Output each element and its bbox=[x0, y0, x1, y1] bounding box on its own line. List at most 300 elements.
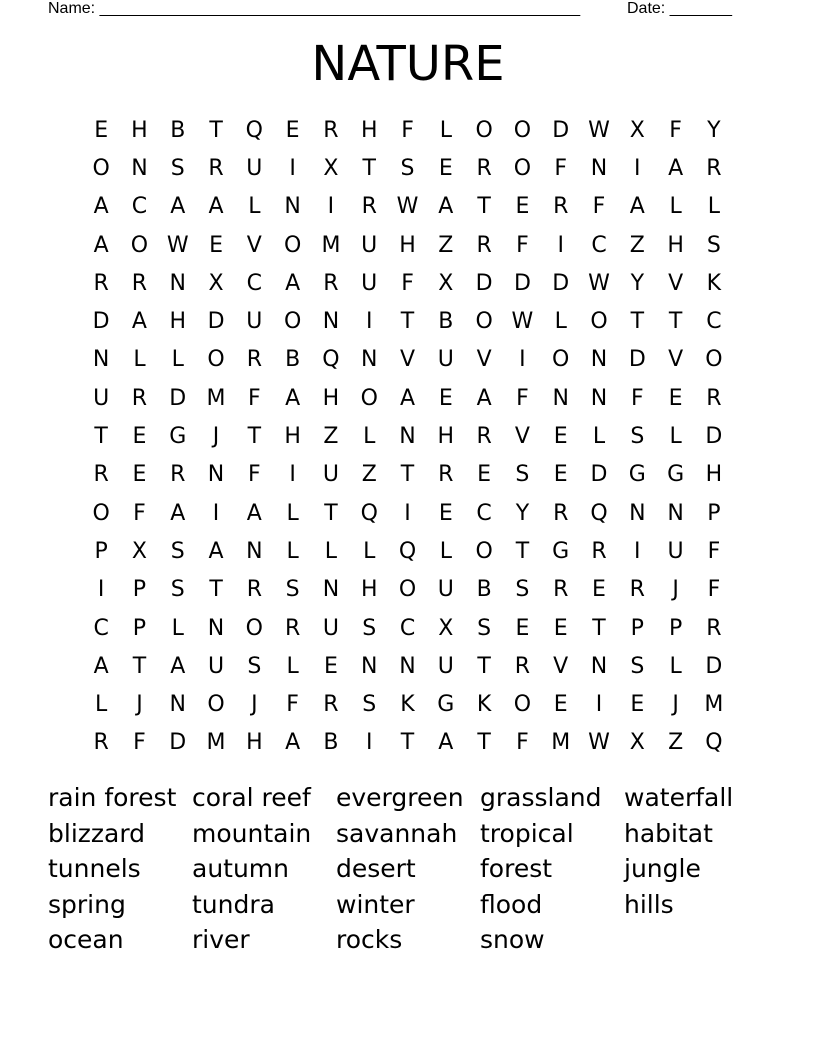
grid-cell[interactable]: O bbox=[513, 155, 532, 181]
grid-cell[interactable]: O bbox=[513, 117, 532, 143]
grid-cell[interactable]: W bbox=[396, 194, 419, 220]
grid-cell[interactable]: N bbox=[207, 615, 225, 641]
grid-cell[interactable]: N bbox=[322, 309, 340, 335]
grid-cell[interactable]: U bbox=[322, 615, 339, 641]
grid-cell[interactable]: E bbox=[438, 155, 453, 181]
grid-cell[interactable]: E bbox=[285, 117, 300, 143]
grid-cell[interactable]: P bbox=[94, 538, 108, 564]
grid-cell[interactable]: V bbox=[668, 347, 684, 373]
grid-cell[interactable]: D bbox=[552, 117, 570, 143]
grid-cell[interactable]: L bbox=[669, 424, 682, 450]
grid-cell[interactable]: M bbox=[321, 232, 341, 258]
grid-cell[interactable]: L bbox=[286, 538, 299, 564]
grid-cell[interactable]: V bbox=[476, 347, 492, 373]
grid-cell[interactable]: T bbox=[94, 424, 108, 450]
grid-cell[interactable]: E bbox=[553, 462, 568, 488]
grid-cell[interactable]: E bbox=[94, 117, 109, 143]
grid-cell[interactable]: S bbox=[630, 653, 645, 679]
grid-cell[interactable]: V bbox=[246, 232, 262, 258]
grid-cell[interactable]: K bbox=[476, 692, 492, 718]
grid-cell[interactable]: M bbox=[206, 385, 226, 411]
letter-grid[interactable] bbox=[82, 111, 733, 762]
grid-cell[interactable]: S bbox=[362, 615, 377, 641]
grid-cell[interactable]: D bbox=[590, 462, 608, 488]
grid-cell[interactable]: S bbox=[247, 653, 262, 679]
word-bank-item: jungle bbox=[624, 854, 701, 884]
grid-cell[interactable]: D bbox=[169, 385, 187, 411]
grid-cell[interactable]: I bbox=[634, 538, 641, 564]
grid-cell[interactable]: Z bbox=[438, 232, 454, 258]
grid-cell[interactable]: R bbox=[476, 232, 492, 258]
grid-cell[interactable]: E bbox=[553, 424, 568, 450]
grid-cell[interactable]: X bbox=[208, 270, 224, 296]
grid-cell[interactable]: C bbox=[399, 615, 416, 641]
grid-cell[interactable]: Q bbox=[590, 500, 608, 526]
grid-cell[interactable]: V bbox=[668, 270, 684, 296]
grid-cell[interactable]: I bbox=[634, 155, 641, 181]
grid-cell[interactable]: R bbox=[170, 462, 186, 488]
grid-cell[interactable]: A bbox=[668, 155, 684, 181]
grid-cell[interactable]: R bbox=[246, 577, 262, 603]
grid-cell[interactable]: T bbox=[247, 424, 262, 450]
grid-cell[interactable]: A bbox=[438, 730, 454, 756]
grid-cell[interactable]: C bbox=[131, 194, 148, 220]
grid-cell[interactable]: O bbox=[590, 309, 608, 335]
grid-cell[interactable]: F bbox=[401, 117, 414, 143]
grid-cell[interactable]: O bbox=[92, 500, 110, 526]
grid-cell[interactable]: I bbox=[519, 347, 526, 373]
grid-cell[interactable]: K bbox=[400, 692, 415, 718]
grid-cell[interactable]: N bbox=[322, 577, 340, 603]
grid-cell[interactable]: S bbox=[515, 577, 530, 603]
grid-cell[interactable]: L bbox=[439, 538, 452, 564]
grid-cell[interactable]: T bbox=[592, 615, 606, 641]
grid-cell[interactable]: A bbox=[285, 270, 301, 296]
grid-cell[interactable]: T bbox=[209, 117, 223, 143]
grid-cell[interactable]: G bbox=[628, 462, 646, 488]
grid-cell[interactable]: A bbox=[476, 385, 492, 411]
grid-cell[interactable]: P bbox=[132, 577, 147, 603]
grid-cell[interactable]: R bbox=[553, 500, 569, 526]
grid-cell[interactable]: H bbox=[284, 424, 301, 450]
grid-cell[interactable]: A bbox=[208, 194, 224, 220]
grid-cell[interactable]: L bbox=[286, 653, 299, 679]
grid-cell[interactable]: R bbox=[706, 385, 722, 411]
grid-cell[interactable]: H bbox=[322, 385, 340, 411]
grid-cell[interactable]: N bbox=[552, 385, 569, 411]
grid-cell[interactable]: G bbox=[552, 538, 570, 564]
grid-cell[interactable]: H bbox=[667, 232, 684, 258]
grid-cell[interactable]: A bbox=[170, 653, 186, 679]
grid-cell[interactable]: U bbox=[246, 309, 263, 335]
grid-cell[interactable]: J bbox=[251, 692, 258, 718]
grid-cell[interactable]: N bbox=[590, 347, 608, 373]
grid-cell[interactable]: A bbox=[438, 194, 454, 220]
grid-cell[interactable]: T bbox=[400, 462, 415, 488]
grid-cell[interactable]: E bbox=[553, 615, 568, 641]
grid-cell[interactable]: H bbox=[360, 117, 378, 143]
grid-cell[interactable]: O bbox=[92, 155, 110, 181]
grid-cell[interactable]: F bbox=[707, 538, 721, 564]
grid-cell[interactable]: E bbox=[668, 385, 683, 411]
grid-cell[interactable]: B bbox=[476, 577, 492, 603]
grid-cell[interactable]: S bbox=[362, 692, 377, 718]
grid-cell[interactable]: D bbox=[705, 653, 723, 679]
grid-cell[interactable]: S bbox=[477, 615, 492, 641]
grid-cell[interactable]: W bbox=[511, 309, 534, 335]
grid-cell[interactable]: W bbox=[588, 730, 610, 756]
grid-cell[interactable]: S bbox=[630, 424, 645, 450]
grid-cell[interactable]: R bbox=[553, 577, 569, 603]
grid-cell[interactable]: T bbox=[515, 538, 530, 564]
grid-cell[interactable]: T bbox=[477, 194, 491, 220]
word-bank-item: desert bbox=[336, 854, 416, 884]
grid-cell[interactable]: R bbox=[131, 270, 148, 296]
grid-cell[interactable]: B bbox=[170, 117, 186, 143]
grid-cell[interactable]: Y bbox=[630, 270, 645, 296]
grid-cell[interactable]: N bbox=[284, 194, 301, 220]
grid-cell[interactable]: H bbox=[360, 577, 378, 603]
grid-cell[interactable]: O bbox=[705, 347, 723, 373]
grid-cell[interactable]: O bbox=[245, 615, 263, 641]
grid-cell[interactable]: C bbox=[591, 232, 607, 258]
grid-cell[interactable]: N bbox=[131, 155, 148, 181]
grid-cell[interactable]: C bbox=[706, 309, 722, 335]
grid-cell[interactable]: R bbox=[323, 270, 339, 296]
grid-cell[interactable]: L bbox=[95, 692, 108, 718]
grid-cell[interactable]: Q bbox=[322, 347, 340, 373]
grid-cell[interactable]: V bbox=[514, 424, 530, 450]
grid-cell[interactable]: O bbox=[475, 117, 493, 143]
grid-cell[interactable]: H bbox=[705, 462, 723, 488]
grid-cell[interactable]: A bbox=[93, 232, 109, 258]
grid-cell[interactable]: A bbox=[246, 500, 262, 526]
grid-cell[interactable]: R bbox=[629, 577, 645, 603]
grid-cell[interactable]: Q bbox=[360, 500, 378, 526]
grid-cell[interactable]: O bbox=[130, 232, 149, 258]
grid-cell[interactable]: L bbox=[669, 194, 682, 220]
grid-cell[interactable]: U bbox=[93, 385, 110, 411]
grid-cell[interactable]: N bbox=[629, 500, 646, 526]
grid-cell[interactable]: F bbox=[248, 385, 261, 411]
grid-cell[interactable]: Z bbox=[668, 730, 684, 756]
grid-cell[interactable]: A bbox=[399, 385, 416, 411]
grid-cell[interactable]: L bbox=[592, 424, 606, 450]
grid-cell[interactable]: E bbox=[515, 194, 530, 220]
grid-cell[interactable]: L bbox=[363, 424, 376, 450]
grid-cell[interactable]: F bbox=[554, 155, 568, 181]
word-bank-item: tundra bbox=[192, 889, 275, 919]
grid-cell[interactable]: T bbox=[209, 577, 223, 603]
grid-cell[interactable]: C bbox=[93, 615, 109, 641]
grid-cell[interactable]: M bbox=[551, 730, 571, 756]
grid-cell[interactable]: D bbox=[92, 309, 110, 335]
grid-cell[interactable]: J bbox=[212, 424, 220, 450]
grid-cell[interactable]: Z bbox=[323, 424, 339, 450]
grid-cell[interactable]: D bbox=[705, 424, 723, 450]
grid-cell[interactable]: F bbox=[401, 270, 414, 296]
grid-cell[interactable]: L bbox=[248, 194, 261, 220]
grid-cell[interactable]: N bbox=[246, 538, 263, 564]
grid-cell[interactable]: R bbox=[514, 653, 531, 679]
grid-cell[interactable]: H bbox=[399, 232, 416, 258]
grid-cell[interactable]: A bbox=[629, 194, 645, 220]
grid-cell[interactable]: U bbox=[361, 270, 378, 296]
grid-cell[interactable]: J bbox=[672, 577, 679, 603]
grid-cell[interactable]: M bbox=[206, 730, 226, 756]
grid-cell[interactable]: F bbox=[516, 232, 529, 258]
grid-cell[interactable]: J bbox=[672, 692, 679, 718]
grid-cell[interactable]: Q bbox=[705, 730, 723, 756]
grid-cell[interactable]: N bbox=[169, 270, 186, 296]
grid-cell[interactable]: V bbox=[553, 653, 569, 679]
grid-cell[interactable]: Y bbox=[515, 500, 530, 526]
grid-cell[interactable]: F bbox=[630, 385, 644, 411]
grid-cell[interactable]: U bbox=[361, 232, 378, 258]
grid-cell[interactable]: W bbox=[588, 117, 610, 143]
grid-cell[interactable]: A bbox=[93, 194, 109, 220]
grid-cell[interactable]: N bbox=[360, 653, 378, 679]
grid-cell[interactable]: H bbox=[437, 424, 455, 450]
grid-cell[interactable]: U bbox=[246, 155, 263, 181]
grid-cell[interactable]: U bbox=[207, 653, 225, 679]
grid-cell[interactable]: T bbox=[400, 730, 415, 756]
grid-cell[interactable]: B bbox=[323, 730, 339, 756]
grid-cell[interactable]: R bbox=[476, 155, 492, 181]
grid-cell[interactable]: C bbox=[476, 500, 492, 526]
grid-cell[interactable]: L bbox=[286, 500, 299, 526]
grid-cell[interactable]: D bbox=[513, 270, 531, 296]
grid-cell[interactable]: F bbox=[133, 730, 146, 756]
grid-cell[interactable]: G bbox=[667, 462, 685, 488]
grid-cell[interactable]: R bbox=[323, 117, 339, 143]
grid-cell[interactable]: L bbox=[171, 615, 184, 641]
grid-cell[interactable]: E bbox=[438, 385, 453, 411]
grid-cell[interactable]: T bbox=[668, 309, 683, 335]
grid-cell[interactable]: O bbox=[513, 692, 532, 718]
grid-cell[interactable]: E bbox=[132, 462, 147, 488]
grid-cell[interactable]: R bbox=[591, 538, 607, 564]
grid-cell[interactable]: T bbox=[132, 653, 147, 679]
grid-cell[interactable]: R bbox=[438, 462, 454, 488]
grid-cell[interactable]: L bbox=[554, 309, 567, 335]
grid-cell[interactable]: E bbox=[323, 653, 338, 679]
grid-cell[interactable]: T bbox=[362, 155, 376, 181]
grid-cell[interactable]: P bbox=[132, 615, 147, 641]
grid-cell[interactable]: U bbox=[667, 538, 684, 564]
grid-cell[interactable]: I bbox=[365, 730, 373, 756]
grid-cell[interactable]: I bbox=[365, 309, 373, 335]
grid-cell[interactable]: H bbox=[169, 309, 187, 335]
word-bank-item: rain forest bbox=[48, 783, 177, 812]
grid-cell[interactable]: S bbox=[170, 538, 185, 564]
grid-cell[interactable]: N bbox=[667, 500, 684, 526]
grid-cell[interactable]: R bbox=[246, 347, 262, 373]
grid-cell[interactable]: I bbox=[289, 462, 296, 488]
grid-cell[interactable]: S bbox=[170, 155, 185, 181]
grid-cell[interactable]: H bbox=[246, 730, 263, 756]
grid-cell[interactable]: U bbox=[437, 577, 454, 603]
grid-cell[interactable]: N bbox=[399, 653, 416, 679]
grid-cell[interactable]: D bbox=[207, 309, 225, 335]
grid-cell[interactable]: I bbox=[557, 232, 564, 258]
grid-cell[interactable]: A bbox=[285, 385, 301, 411]
grid-cell[interactable]: E bbox=[515, 615, 530, 641]
grid-cell[interactable]: A bbox=[170, 500, 186, 526]
grid-cell[interactable]: T bbox=[630, 309, 645, 335]
grid-cell[interactable]: I bbox=[289, 155, 296, 181]
grid-cell[interactable]: R bbox=[93, 270, 109, 296]
page-title: NATURE bbox=[311, 36, 505, 92]
grid-cell[interactable]: F bbox=[707, 577, 721, 603]
grid-cell[interactable]: I bbox=[595, 692, 603, 718]
grid-cell[interactable]: B bbox=[438, 309, 454, 335]
grid-cell[interactable]: I bbox=[97, 577, 105, 603]
grid-cell[interactable]: R bbox=[476, 424, 492, 450]
grid-cell[interactable]: T bbox=[477, 653, 491, 679]
grid-cell[interactable]: N bbox=[590, 653, 608, 679]
grid-cell[interactable]: L bbox=[439, 117, 452, 143]
grid-cell[interactable]: E bbox=[132, 424, 147, 450]
grid-cell[interactable]: T bbox=[477, 730, 491, 756]
grid-cell[interactable]: O bbox=[207, 347, 225, 373]
grid-cell[interactable]: W bbox=[166, 232, 189, 258]
grid-cell[interactable]: T bbox=[400, 309, 415, 335]
grid-cell[interactable]: S bbox=[170, 577, 185, 603]
grid-cell[interactable]: F bbox=[286, 692, 299, 718]
grid-cell[interactable]: O bbox=[360, 385, 378, 411]
grid-cell[interactable]: I bbox=[212, 500, 220, 526]
grid-cell[interactable]: O bbox=[283, 309, 302, 335]
grid-cell[interactable]: R bbox=[93, 730, 109, 756]
name-field[interactable]: Name: ______________________________________________________ bbox=[48, 0, 581, 17]
grid-cell[interactable]: X bbox=[629, 730, 645, 756]
grid-cell[interactable]: E bbox=[438, 500, 453, 526]
grid-cell[interactable]: A bbox=[93, 653, 109, 679]
word-bank-item: coral reef bbox=[192, 783, 311, 812]
grid-cell[interactable]: R bbox=[361, 194, 377, 220]
grid-cell[interactable]: S bbox=[706, 232, 721, 258]
grid-cell[interactable]: E bbox=[553, 692, 568, 718]
grid-cell[interactable]: N bbox=[169, 692, 186, 718]
grid-cell[interactable]: X bbox=[131, 538, 147, 564]
grid-cell[interactable]: F bbox=[248, 462, 261, 488]
grid-cell[interactable]: X bbox=[323, 155, 339, 181]
grid-cell[interactable]: A bbox=[285, 730, 301, 756]
grid-cell[interactable]: E bbox=[630, 692, 645, 718]
grid-cell[interactable]: R bbox=[706, 615, 722, 641]
grid-cell[interactable]: L bbox=[324, 538, 338, 564]
grid-cell[interactable]: R bbox=[284, 615, 301, 641]
grid-cell[interactable]: R bbox=[706, 155, 722, 181]
grid-cell[interactable]: E bbox=[477, 462, 492, 488]
grid-cell[interactable]: U bbox=[437, 347, 454, 373]
grid-cell[interactable]: F bbox=[669, 117, 682, 143]
grid-cell[interactable]: B bbox=[285, 347, 301, 373]
grid-cell[interactable]: N bbox=[207, 462, 225, 488]
grid-cell[interactable]: R bbox=[208, 155, 224, 181]
grid-cell[interactable]: S bbox=[400, 155, 415, 181]
grid-cell[interactable]: F bbox=[133, 500, 146, 526]
grid-cell[interactable]: U bbox=[322, 462, 339, 488]
grid-cell[interactable]: L bbox=[669, 653, 682, 679]
word-bank-item: tunnels bbox=[48, 854, 141, 884]
grid-cell[interactable]: Q bbox=[398, 538, 417, 564]
grid-cell[interactable]: X bbox=[629, 117, 645, 143]
grid-cell[interactable]: W bbox=[588, 270, 610, 296]
grid-cell[interactable]: U bbox=[437, 653, 454, 679]
grid-cell[interactable]: K bbox=[706, 270, 722, 296]
grid-cell[interactable]: X bbox=[438, 615, 454, 641]
grid-cell[interactable]: L bbox=[133, 347, 146, 373]
word-bank-item: savannah bbox=[336, 818, 458, 848]
grid-cell[interactable]: P bbox=[668, 615, 683, 641]
grid-cell[interactable]: L bbox=[363, 538, 376, 564]
grid-cell[interactable]: F bbox=[516, 385, 529, 411]
grid-cell[interactable]: Z bbox=[629, 232, 645, 258]
grid-cell[interactable]: R bbox=[93, 462, 109, 488]
grid-cell[interactable]: N bbox=[590, 385, 608, 411]
grid-cell[interactable]: V bbox=[399, 347, 416, 373]
grid-cell[interactable]: N bbox=[360, 347, 378, 373]
grid-cell[interactable]: E bbox=[592, 577, 606, 603]
grid-cell[interactable]: E bbox=[209, 232, 223, 258]
grid-cell[interactable]: J bbox=[136, 692, 143, 718]
grid-cell[interactable]: L bbox=[171, 347, 184, 373]
grid-cell[interactable]: D bbox=[552, 270, 570, 296]
grid-cell[interactable]: D bbox=[475, 270, 493, 296]
grid-cell[interactable]: A bbox=[170, 194, 186, 220]
grid-cell[interactable]: G bbox=[437, 692, 455, 718]
grid-cell[interactable]: T bbox=[324, 500, 338, 526]
grid-cell[interactable]: N bbox=[92, 347, 110, 373]
grid-cell[interactable]: I bbox=[404, 500, 411, 526]
grid-cell[interactable]: I bbox=[327, 194, 335, 220]
grid-cell[interactable]: L bbox=[707, 194, 721, 220]
grid-cell[interactable]: G bbox=[169, 424, 187, 450]
grid-cell[interactable]: C bbox=[246, 270, 263, 296]
grid-cell[interactable]: P bbox=[630, 615, 644, 641]
grid-cell[interactable]: P bbox=[707, 500, 721, 526]
grid-cell[interactable]: O bbox=[475, 309, 493, 335]
grid-cell[interactable]: R bbox=[553, 194, 569, 220]
grid-cell[interactable]: X bbox=[438, 270, 454, 296]
grid-cell[interactable]: M bbox=[704, 692, 724, 718]
grid-cell[interactable]: O bbox=[283, 232, 302, 258]
grid-cell[interactable]: N bbox=[399, 424, 416, 450]
grid-cell[interactable]: S bbox=[515, 462, 530, 488]
grid-cell[interactable]: O bbox=[475, 538, 493, 564]
grid-cell[interactable]: R bbox=[323, 692, 339, 718]
grid-cell[interactable]: H bbox=[131, 117, 148, 143]
grid-cell[interactable]: F bbox=[592, 194, 606, 220]
grid-cell[interactable]: A bbox=[208, 538, 224, 564]
grid-cell[interactable]: F bbox=[516, 730, 529, 756]
grid-cell[interactable]: D bbox=[169, 730, 187, 756]
grid-cell[interactable]: O bbox=[207, 692, 225, 718]
date-field[interactable]: Date: _______ bbox=[627, 0, 732, 17]
grid-cell[interactable]: R bbox=[131, 385, 148, 411]
grid-cell[interactable]: O bbox=[552, 347, 570, 373]
grid-cell[interactable]: A bbox=[131, 309, 147, 335]
grid-cell[interactable]: Z bbox=[361, 462, 377, 488]
grid-cell[interactable]: Q bbox=[245, 117, 263, 143]
grid-cell[interactable]: Y bbox=[707, 117, 721, 143]
grid-cell[interactable]: S bbox=[285, 577, 300, 603]
grid-cell[interactable]: D bbox=[628, 347, 646, 373]
grid-cell[interactable]: O bbox=[398, 577, 417, 603]
grid-cell[interactable]: N bbox=[590, 155, 608, 181]
